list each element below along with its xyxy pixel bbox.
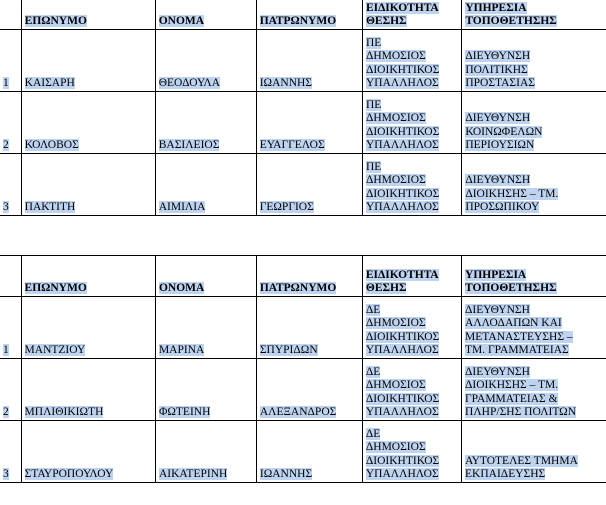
table-row <box>0 359 606 421</box>
header-row <box>0 256 606 297</box>
cell-specialty-text: ΥΠΑΛΛΗΛΟΣ <box>365 200 439 213</box>
cell-specialty-text: ΔΙΟΙΚΗΤΙΚΟΣ <box>365 330 440 343</box>
cell-father <box>256 154 362 216</box>
cell-name <box>155 421 256 483</box>
header-specialty-text: ΘΕΣΗΣ <box>365 281 407 294</box>
cell-service-text: ΔΙΕΥΘΥΝΣΗ <box>465 174 531 187</box>
cell-service-text: ΕΚΠΑΙΔΕΥΣΗΣ <box>465 467 546 480</box>
cell-specialty-text: ΠΕ <box>365 161 382 174</box>
cell-num <box>0 359 21 421</box>
cell-service-text: ΠΡΟΣΤΑΣΙΑΣ <box>465 76 535 89</box>
cell-name <box>155 30 256 92</box>
cell-specialty-text: ΥΠΑΛΛΗΛΟΣ <box>365 138 439 151</box>
header-specialty-text: ΘΕΣΗΣ <box>365 14 407 27</box>
cell-name <box>155 154 256 216</box>
cell-name-text: ΑΙΚΑΤΕΡΙΝΗ <box>158 467 228 480</box>
cell-service-text: ΠΕΡΙΟΥΣΙΩΝ <box>465 138 535 151</box>
cell-name-text: ΑΙΜΙΛΙΑ <box>158 200 206 213</box>
cell-specialty-text: ΔΗΜΟΣΙΟΣ <box>365 317 426 330</box>
cell-specialty-text: ΔΗΜΟΣΙΟΣ <box>365 112 426 125</box>
staff-table-1 <box>0 0 606 216</box>
cell-service-text: ΠΛΗΡ/ΣΗΣ ΠΟΛΙΤΩΝ <box>465 405 577 418</box>
cell-father-text: ΕΥΑΓΓΕΛΟΣ <box>259 138 325 151</box>
cell-specialty-text: ΔΗΜΟΣΙΟΣ <box>365 441 426 454</box>
cell-specialty-text: ΥΠΑΛΛΗΛΟΣ <box>365 405 439 418</box>
cell-service-text: ΑΥΤΟΤΕΛΕΣ ΤΜΗΜΑ <box>465 454 578 467</box>
cell-num <box>0 92 21 154</box>
cell-surname-text: ΚΑΙΣΑΡΗ <box>24 76 75 89</box>
cell-specialty-text: ΠΕ <box>365 99 382 112</box>
cell-name-text: ΜΑΡΙΝΑ <box>158 343 205 356</box>
header-specialty <box>362 256 461 297</box>
header-name-text: ΟΝΟΜΑ <box>158 281 205 294</box>
cell-specialty <box>362 92 461 154</box>
cell-specialty <box>362 154 461 216</box>
header-num <box>0 256 21 297</box>
cell-service <box>462 421 606 483</box>
cell-service <box>462 154 606 216</box>
cell-specialty-text: ΔΗΜΟΣΙΟΣ <box>365 50 426 63</box>
cell-father-text: ΣΠΥΡΙΔΩΝ <box>259 343 318 356</box>
cell-service-text: ΠΡΟΣΩΠΙΚΟΥ <box>465 200 540 213</box>
header-service-text: ΤΟΠΟΘΕΤΗΣΗΣ <box>465 281 557 294</box>
cell-specialty-text: ΔΙΟΙΚΗΤΙΚΟΣ <box>365 392 440 405</box>
header-service-text: ΥΠΗΡΕΣΙΑ <box>465 268 527 281</box>
cell-specialty-text: ΔΗΜΟΣΙΟΣ <box>365 379 426 392</box>
cell-surname-text: ΚΟΛΟΒΟΣ <box>24 138 79 151</box>
cell-num-text: 3 <box>3 467 9 480</box>
header-service-text: ΤΟΠΟΘΕΤΗΣΗΣ <box>465 14 557 27</box>
cell-service-text: ΔΙΟΙΚΗΣΗΣ – ΤΜ. <box>465 379 559 392</box>
table-row <box>0 154 606 216</box>
cell-specialty-text: ΥΠΑΛΛΗΛΟΣ <box>365 467 439 480</box>
header-surname-text: ΕΠΩΝΥΜΟ <box>24 14 87 27</box>
header-name <box>155 0 256 30</box>
cell-num-text: 1 <box>3 343 9 356</box>
table-row <box>0 297 606 359</box>
cell-surname-text: ΜΠΛΙΘΙΚΙΩΤΗ <box>24 405 104 418</box>
cell-name-text: ΘΕΟΔΟΥΛΑ <box>158 76 221 89</box>
cell-num-text: 2 <box>3 405 9 418</box>
header-father <box>256 0 362 30</box>
cell-num-text: 3 <box>3 200 9 213</box>
cell-service <box>462 359 606 421</box>
cell-service-text: ΚΟΙΝΩΦΕΛΩΝ <box>465 125 543 138</box>
cell-service <box>462 30 606 92</box>
header-service <box>462 256 606 297</box>
cell-service-text: ΜΕΤΑΝΑΣΤΕΥΣΗΣ – <box>465 330 573 343</box>
cell-specialty <box>362 421 461 483</box>
cell-service-text: ΑΛΛΟΔΑΠΩΝ ΚΑΙ <box>465 317 562 330</box>
cell-service-text: ΠΟΛΙΤΙΚΗΣ <box>465 63 528 76</box>
header-specialty-text: ΕΙΔΙΚΟΤΗΤΑ <box>365 1 439 14</box>
cell-father <box>256 30 362 92</box>
cell-name <box>155 92 256 154</box>
cell-surname <box>21 154 155 216</box>
cell-specialty-text: ΔΕ <box>365 304 381 317</box>
cell-num-text: 2 <box>3 138 9 151</box>
cell-service-text: ΔΙΕΥΘΥΝΣΗ <box>465 366 530 379</box>
cell-specialty-text: ΔΙΟΙΚΗΤΙΚΟΣ <box>365 187 440 200</box>
cell-num <box>0 421 21 483</box>
cell-num <box>0 297 21 359</box>
cell-surname <box>21 92 155 154</box>
cell-specialty-text: ΔΕ <box>365 366 381 379</box>
cell-name <box>155 359 256 421</box>
header-father-text: ΠΑΤΡΩΝΥΜΟ <box>259 14 337 27</box>
table-row <box>0 421 606 483</box>
cell-father-text: ΓΕΩΡΓΙΟΣ <box>259 200 314 213</box>
cell-surname-text: ΣΤΑΥΡΟΠΟΥΛΟΥ <box>24 467 114 480</box>
cell-specialty-text: ΔΙΟΙΚΗΤΙΚΟΣ <box>365 454 440 467</box>
cell-name-text: ΒΑΣΙΛΕΙΟΣ <box>158 138 220 151</box>
cell-surname <box>21 297 155 359</box>
header-specialty-text: ΕΙΔΙΚΟΤΗΤΑ <box>365 268 439 281</box>
cell-surname <box>21 359 155 421</box>
cell-father <box>256 421 362 483</box>
cell-service-text: ΔΙΕΥΘΥΝΣΗ <box>465 50 531 63</box>
cell-surname-text: ΜΑΝΤΖΙΟΥ <box>24 343 86 356</box>
cell-service-text: ΔΙΟΙΚΗΣΗΣ – ΤΜ. <box>465 187 559 200</box>
table-row <box>0 30 606 92</box>
cell-specialty-text: ΠΕ <box>365 37 382 50</box>
header-surname-text: ΕΠΩΝΥΜΟ <box>24 281 87 294</box>
cell-surname-text: ΠΑΚΤΙΤΗ <box>24 200 76 213</box>
cell-service-text: ΔΙΕΥΘΥΝΣΗ <box>465 304 530 317</box>
staff-table-2 <box>0 255 606 483</box>
cell-father <box>256 297 362 359</box>
cell-specialty-text: ΥΠΑΛΛΗΛΟΣ <box>365 76 439 89</box>
cell-surname <box>21 30 155 92</box>
cell-service-text: ΤΜ. ΓΡΑΜΜΑΤΕΙΑΣ <box>465 343 569 356</box>
cell-name <box>155 297 256 359</box>
cell-num <box>0 154 21 216</box>
header-father-text: ΠΑΤΡΩΝΥΜΟ <box>259 281 337 294</box>
cell-name-text: ΦΩΤΕΙΝΗ <box>158 405 211 418</box>
cell-specialty <box>362 297 461 359</box>
cell-specialty-text: ΥΠΑΛΛΗΛΟΣ <box>365 343 439 356</box>
cell-service-text: ΓΡΑΜΜΑΤΕΙΑΣ & <box>465 392 558 405</box>
header-service <box>462 0 606 30</box>
header-father <box>256 256 362 297</box>
header-surname <box>21 0 155 30</box>
cell-father-text: ΑΛΕΞΑΝΔΡΟΣ <box>259 405 337 418</box>
cell-specialty-text: ΔΙΟΙΚΗΤΙΚΟΣ <box>365 125 440 138</box>
table-row <box>0 92 606 154</box>
header-specialty <box>362 0 461 30</box>
header-num <box>0 0 21 30</box>
cell-service <box>462 92 606 154</box>
cell-father <box>256 359 362 421</box>
cell-father-text: ΙΩΑΝΝΗΣ <box>259 467 313 480</box>
header-service-text: ΥΠΗΡΕΣΙΑ <box>465 1 527 14</box>
cell-specialty-text: ΔΙΟΙΚΗΤΙΚΟΣ <box>365 63 440 76</box>
cell-service <box>462 297 606 359</box>
cell-father-text: ΙΩΑΝΝΗΣ <box>259 76 312 89</box>
header-row <box>0 0 606 30</box>
header-name-text: ΟΝΟΜΑ <box>158 14 205 27</box>
cell-specialty-text: ΔΗΜΟΣΙΟΣ <box>365 174 426 187</box>
cell-surname <box>21 421 155 483</box>
cell-specialty <box>362 359 461 421</box>
cell-specialty-text: ΔΕ <box>365 428 381 441</box>
cell-specialty <box>362 30 461 92</box>
header-surname <box>21 256 155 297</box>
cell-num <box>0 30 21 92</box>
cell-service-text: ΔΙΕΥΘΥΝΣΗ <box>465 112 531 125</box>
cell-num-text: 1 <box>3 76 9 89</box>
header-name <box>155 256 256 297</box>
cell-father <box>256 92 362 154</box>
